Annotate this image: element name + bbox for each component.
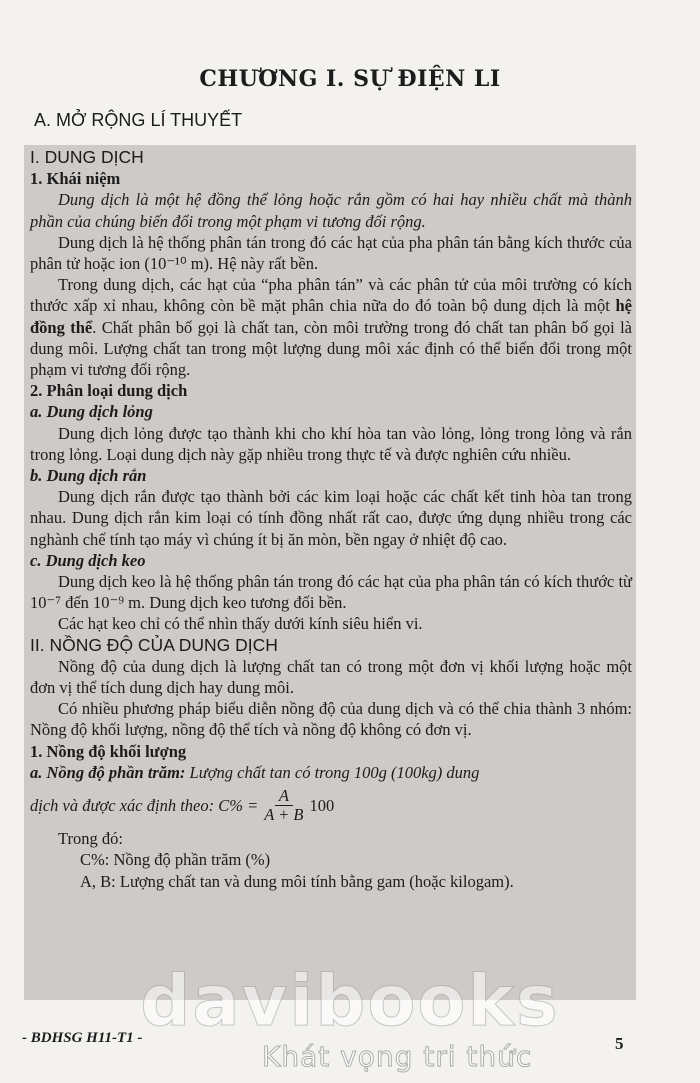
watermark-brand: davibooks: [140, 960, 560, 1042]
term-homogeneous: hệ đồng thể: [30, 296, 632, 337]
solid-solution-heading: b. Dung dịch rắn: [30, 466, 147, 486]
formula-multiplier: 100: [309, 795, 335, 815]
colloid-solution-heading: c. Dung dịch keo: [30, 550, 146, 570]
formula-fraction: [262, 787, 305, 824]
formula-denominator: A + B: [264, 805, 304, 825]
paragraph-homogeneous-a: Trong dung dịch, các hạt của “pha phân tán” và các phân tử của môi trường có kích thước xấp xỉ nhau, không còn bề mặt phân chia nữa do đó toàn bộ dung dịch là một: [30, 275, 632, 316]
paragraph-liquid: Dung dịch lỏng được tạo thành khi cho khí hòa tan vào lỏng, lỏng trong lỏng và rắn trong lỏng. Loại dung dịch này gặp nhiều trong thực tế và được nghiên cứu nhiều.: [30, 423, 632, 464]
paragraph-colloid-visibility: Các hạt keo chỉ có thể nhìn thấy dưới kính siêu hiển vi.: [58, 614, 423, 634]
definition-a-b: A, B: Lượng chất tan và dung môi tính bằng gam (hoặc kilogam).: [80, 871, 514, 891]
percent-formula: [30, 787, 632, 824]
paragraph-definition: Dung dịch là một hệ đồng thể lỏng hoặc rắn gồm có hai hay nhiều chất mà thành phần của chúng biến đổi trong một phạm vi tương đối rộng.: [30, 190, 632, 231]
paragraph-solid: Dung dịch rắn được tạo thành bởi các kim loại hoặc các chất kết tinh hòa tan trong nhau. Dung dịch rắn kim loại có tính đồng nhất rất cao, được ứng dụng nhiều trong các nghành chế tính tạo máy vì chúng ít bị ăn mòn, bền ngay ở nhiệt độ cao.: [30, 487, 632, 549]
percent-concentration-label: a. Nồng độ phần trăm:: [30, 762, 186, 782]
paragraph-concentration-methods: Có nhiều phương pháp biểu diễn nồng độ của dung dịch và có thể chia thành 3 nhóm: Nồng độ khối lượng, nồng độ thể tích và nồng độ không có đơn vị.: [30, 699, 632, 740]
percent-concentration-text: Lượng chất tan có trong 100g (100kg) dung: [185, 762, 480, 782]
percent-concentration-line: [30, 762, 632, 783]
theory-content: [30, 147, 632, 892]
subsection-concept-heading: 1. Khái niệm: [30, 169, 121, 189]
paragraph-colloid: Dung dịch keo là hệ thống phân tán trong đó các hạt của pha phân tán có kích thước từ 10⁻⁷ đến 10⁻⁹ m. Dung dịch keo tương đối bền.: [30, 572, 632, 613]
watermark-tagline: Khát vọng tri thức: [262, 1040, 533, 1073]
formula-numerator: A: [275, 787, 293, 806]
formula-prefix: dịch và được xác định theo: C% =: [30, 795, 259, 815]
paragraph-concentration-def: Nồng độ của dung dịch là lượng chất tan có trong một đơn vị khối lượng hoặc một đơn vị thể tích dung dịch hay dung môi.: [30, 656, 632, 698]
subsection-mass-concentration-heading: 1. Nồng độ khối lượng: [30, 741, 187, 761]
subsection-classification-heading: 2. Phân loại dung dịch: [30, 381, 188, 401]
section-1-heading: I. DUNG DỊCH: [30, 147, 144, 167]
section-2-heading: II. NỒNG ĐỘ CỦA DUNG DỊCH: [30, 634, 278, 655]
chapter-title: CHƯƠNG I. SỰ ĐIỆN LI: [199, 66, 501, 92]
liquid-solution-heading: a. Dung dịch lỏng: [30, 402, 153, 422]
footer-book-code: - BDHSG H11-T1 -: [22, 1030, 143, 1046]
page-number: 5: [615, 1034, 624, 1053]
paragraph-dispersion: Dung dịch là hệ thống phân tán trong đó các hạt của pha phân tán bằng kích thước của phân tử hoặc ion (10⁻¹⁰ m). Hệ này rất bền.: [30, 232, 632, 274]
paragraph-homogeneous-b: . Chất phân bố gọi là chất tan, còn môi trường trong đó chất tan phân bố gọi là dung môi. Lượng chất tan trong một lượng dung môi xác định có thể biến đổi trong một phạm vi tương đối rộng.: [30, 317, 632, 380]
where-label: Trong đó:: [58, 829, 123, 849]
definition-c-percent: C%: Nồng độ phần trăm (%): [80, 850, 271, 870]
section-a-heading: A. MỞ RỘNG LÍ THUYẾT: [34, 110, 243, 130]
paragraph-homogeneous: [30, 274, 632, 380]
